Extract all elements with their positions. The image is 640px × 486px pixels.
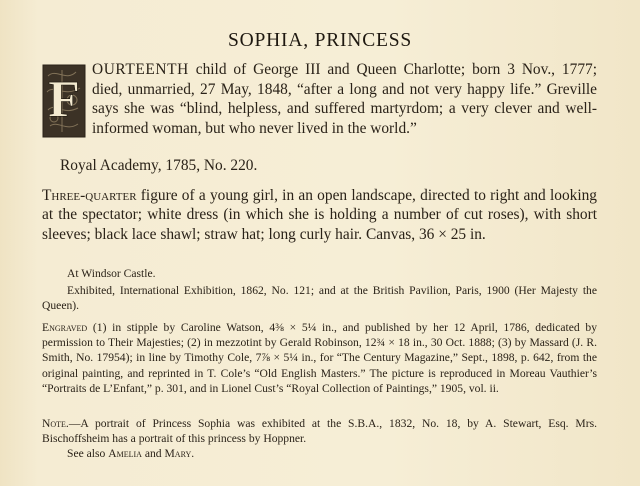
- intro-text: child of George III and Queen Charlotte; born 3 Nov., 1777; died, unmarried, 27 May, 1848, “after a long and not very happy life.” Greville says she was “blind, helpless, and suffered martyrdom; a very clever and well-informed woman, but who never lived in the world.”: [92, 61, 597, 137]
- location-line: At Windsor Castle.: [67, 267, 156, 280]
- note-text: —A portrait of Princess Sophia was exhibited at the S.B.A., 1832, No. 18, by A. Stewart, Esq. Mrs. Bischoffsheim has a portrait of this princess by Hoppner.: [42, 417, 597, 446]
- note-lead: Note.: [42, 417, 69, 430]
- description-paragraph: [42, 186, 597, 244]
- exhibited-paragraph: Exhibited, International Exhibition, 1862, No. 121; and at the British Pavilion, Paris, 1900 (Her Majesty the Queen).: [42, 284, 597, 313]
- svg-text:F: F: [48, 71, 80, 128]
- exhibition-line: Royal Academy, 1785, No. 220.: [60, 157, 258, 174]
- see-also-line: See also Amelia and Mary.: [67, 447, 195, 461]
- page-title: SOPHIA, PRINCESS: [227, 30, 412, 51]
- intro-paragraph: [42, 60, 597, 138]
- description-text: figure of a young girl, in an open landscape, directed to right and looking at the spectator; white dress (in which she is holding a number of cut roses), with short sleeves; black lace shawl; straw hat; long curly hair. Canvas, 36 × 25 in.: [42, 187, 597, 243]
- engraved-lead: Engraved: [42, 321, 88, 334]
- engraved-paragraph: [42, 320, 597, 396]
- description-lead: Three-quarter: [42, 187, 137, 204]
- dropcap-f: [42, 64, 86, 138]
- engraved-text: (1) in stipple by Caroline Watson, 4⅜ × 5¼ in., and published by her 12 April, 1786, dedicated by permission to Their Majesties; (2) in mezzotint by Gerald Robinson, 12¾ × 18 in., 30 Oct. 1888; (3) by Massard (J. R. Smith, No. 17954); in line by Timothy Cole, 7⅞ × 5¼ in., for “The Century Magazine,” Sept., 1898, p. 642, from the original painting, and reprinted in T. Cole’s “Old English Masters.” The picture is reproduced in Moreau Vauthier’s “Portraits de L’Enfant,” p. 301, and in Lionel Cust’s “Royal Collection of Paintings,” 1905, vol. ii.: [42, 321, 598, 395]
- note-paragraph: [42, 416, 597, 462]
- first-word-rest: OURTEENTH: [92, 61, 189, 78]
